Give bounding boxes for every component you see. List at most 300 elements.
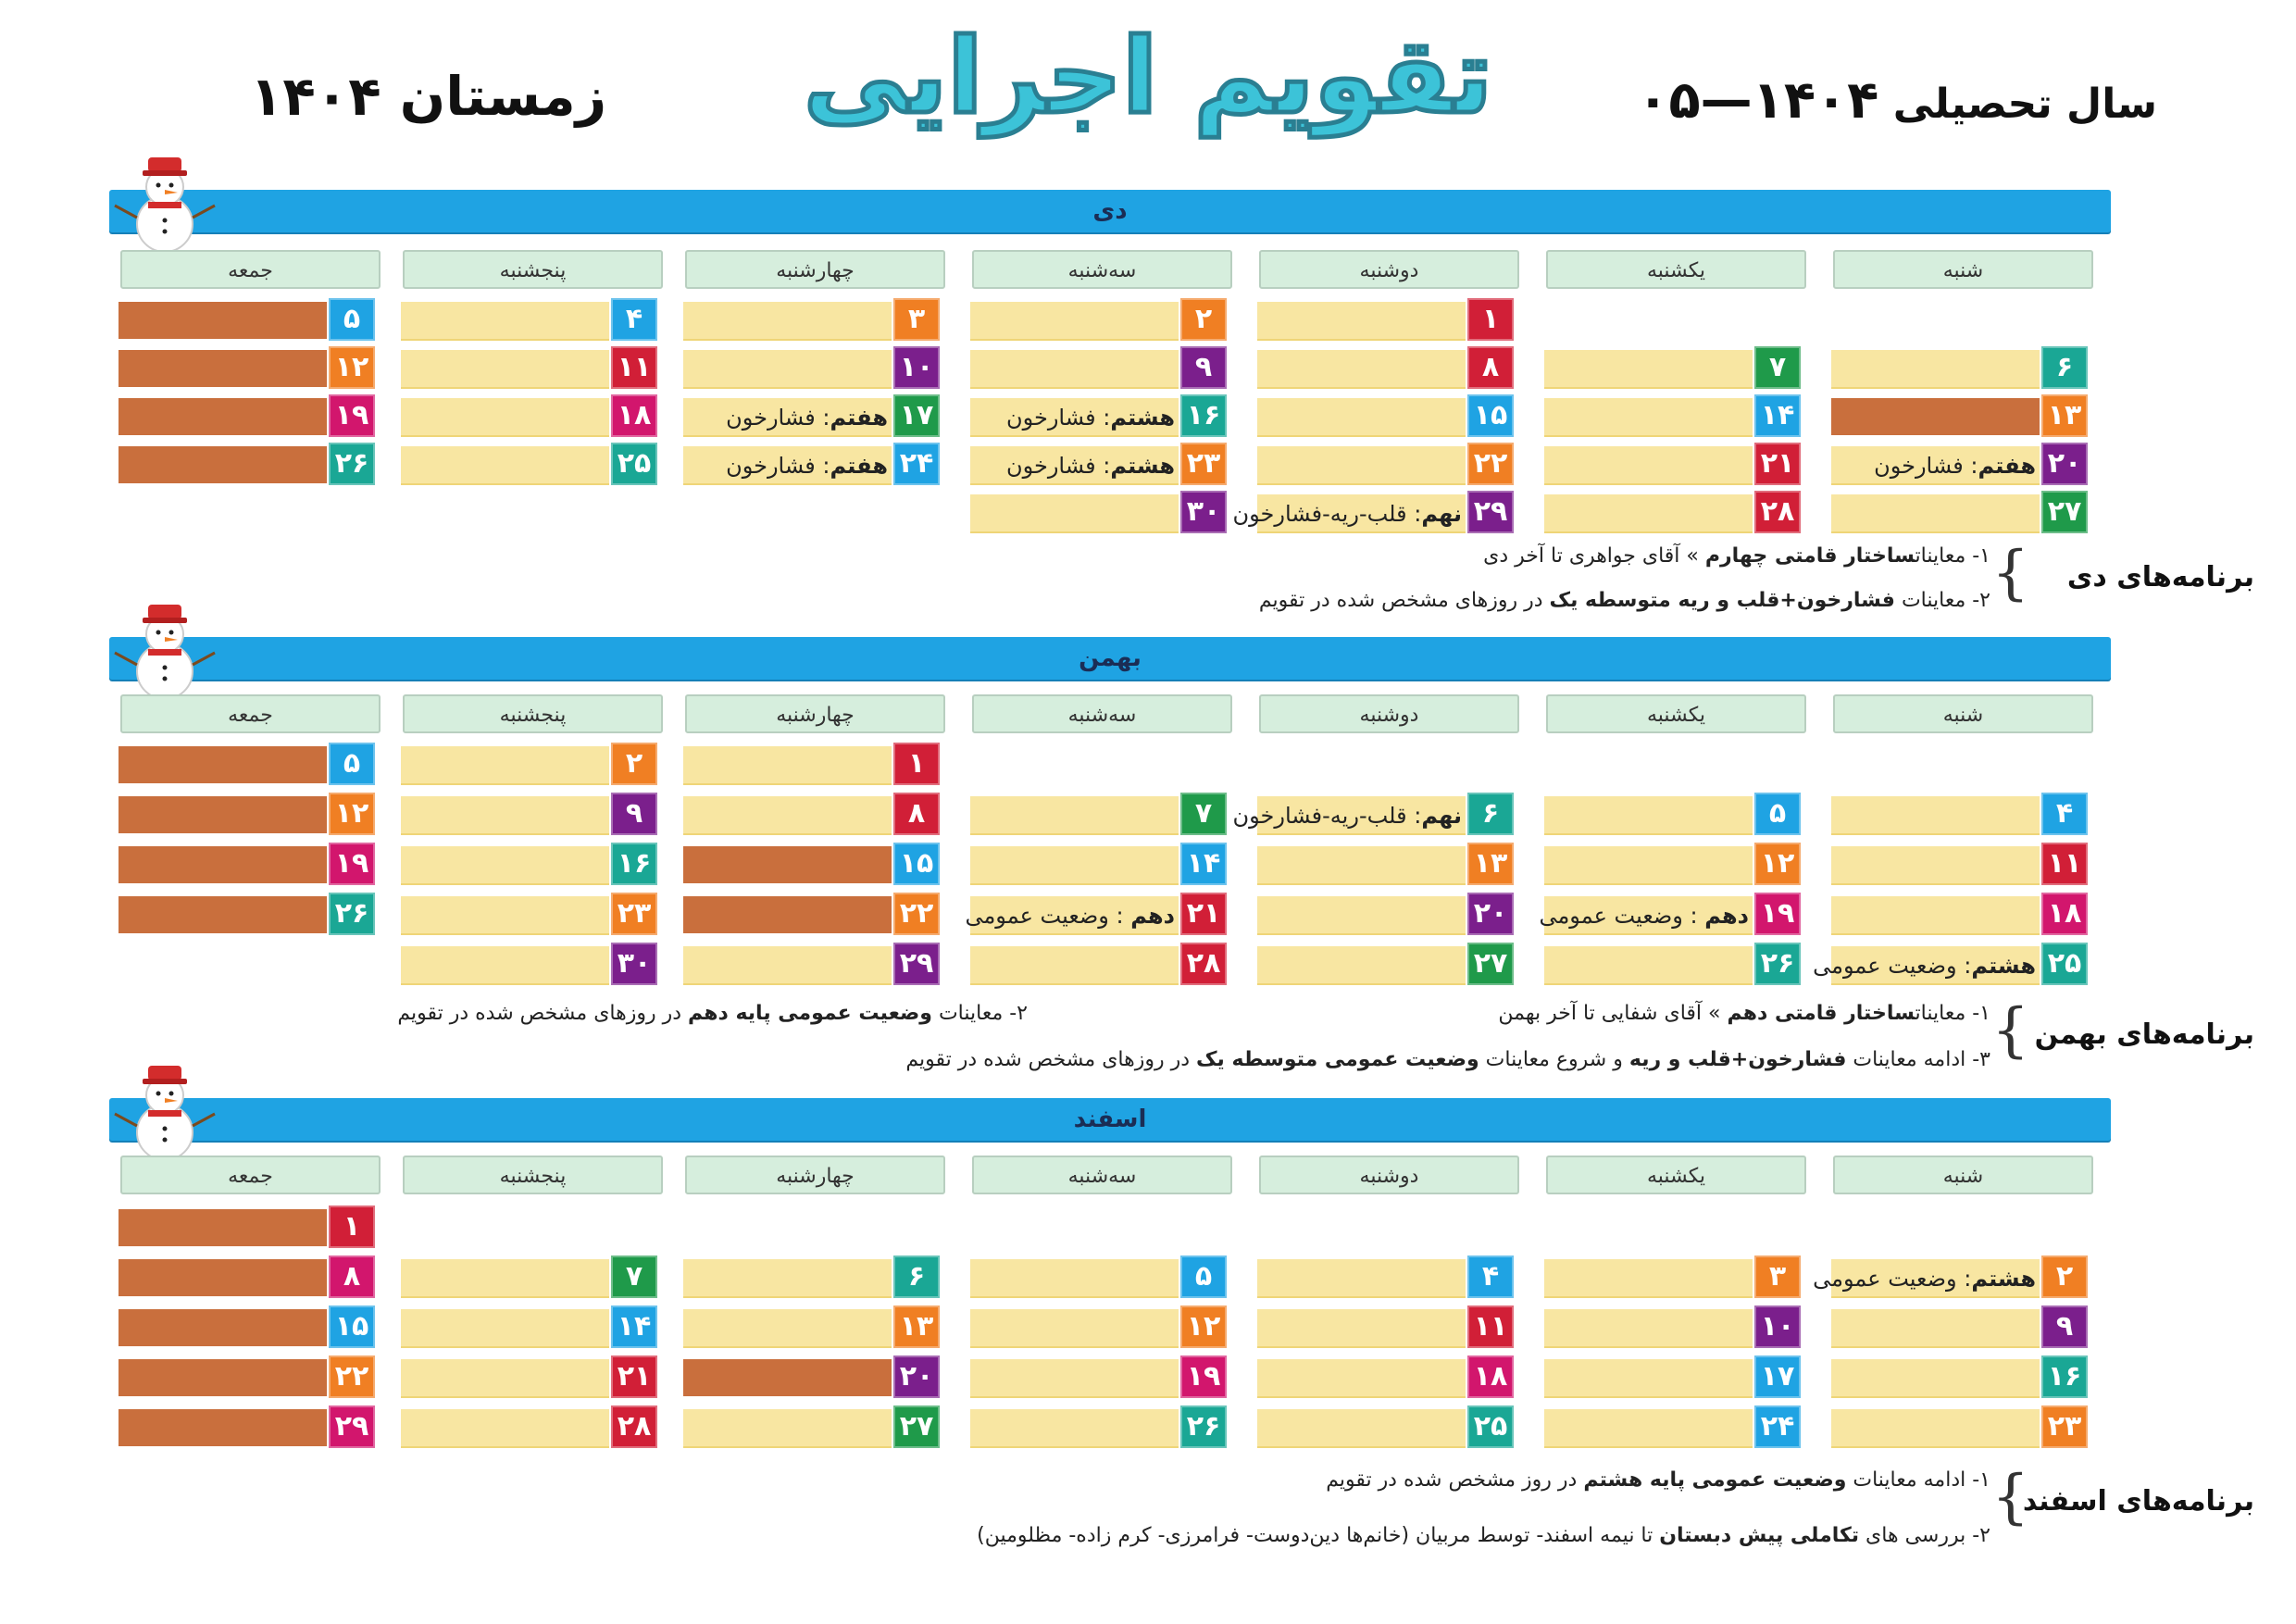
day-number: ۱ [329,1206,375,1248]
day-note [1006,400,1175,435]
program-line-suffix: در روزهای مشخص شده در تقویم [397,1002,688,1025]
day-note [1539,898,1749,933]
day-number: ۲۳ [1180,443,1227,485]
day-fill [1544,350,1753,389]
weekday-header: سه‌شنبه [972,250,1232,289]
program-line-suffix: » آقای جواهری تا آخر دی [1483,544,1705,568]
program-line [397,1002,1028,1025]
day-cell [970,1305,1227,1348]
program-line-prefix: ۱- معاینات [1915,544,1990,568]
day-number: ۱۳ [1467,843,1514,885]
day-fill [683,350,892,389]
day-note-text: : وضعیت عمومی [1813,953,1972,979]
day-fill [683,1259,892,1298]
day-fill [1544,796,1753,835]
day-fill [1257,446,1466,485]
day-fill [970,350,1179,389]
season-label: زمستان ۱۴۰۴ [250,65,607,128]
day-number: ۲۶ [1754,943,1801,985]
day-fill [401,1359,609,1398]
program-line-highlight: وضعیت عمومی متوسطه یک [1196,1048,1479,1071]
day-fill [1257,1309,1466,1348]
day-number: ۵ [1180,1255,1227,1298]
day-fill [1831,896,2040,935]
day-fill [1257,896,1466,935]
holiday-cell [1831,394,2088,437]
weekday-header: دوشنبه [1259,694,1519,733]
day-fill [683,302,892,341]
day-note [1233,496,1463,531]
day-fill [970,1309,1179,1348]
day-fill [1257,302,1466,341]
day-fill [1544,494,1753,533]
day-number: ۲۱ [1180,893,1227,935]
day-number: ۷ [611,1255,657,1298]
day-number: ۱۸ [1467,1355,1514,1398]
program-label: برنامه‌های بهمن [2034,1018,2254,1051]
day-cell [1544,1255,1801,1298]
day-number: ۱۲ [1754,843,1801,885]
day-fill [1544,1359,1753,1398]
day-number: ۴ [2041,793,2088,835]
day-fill [1831,350,2040,389]
weekday-header: سه‌شنبه [972,1156,1232,1194]
program-line-prefix: ۱- معاینات [1915,1002,1990,1025]
month-bar-1: بهمن [109,637,2111,680]
day-note-text: : فشارخون [726,453,830,479]
day-fill [119,398,327,435]
day-fill [1257,946,1466,985]
day-number: ۱۴ [1754,394,1801,437]
day-number: ۳ [893,298,940,341]
holiday-cell [119,1405,375,1448]
day-note [726,400,888,435]
day-fill [683,1409,892,1448]
day-note [1813,948,2036,983]
day-fill [1257,846,1466,885]
day-fill [119,1309,327,1346]
program-line-suffix: در روزهای مشخص شده در تقویم [905,1048,1197,1071]
day-number: ۴ [611,298,657,341]
day-number: ۲۳ [2041,1405,2088,1448]
day-number: ۲۵ [611,443,657,485]
day-note-text: : قلب-ریه-فشارخون [1232,501,1422,527]
day-note-text: : فشارخون [1005,453,1111,479]
day-cell [1813,943,2088,985]
day-cell [1544,943,1801,985]
day-fill [1544,1409,1753,1448]
program-brace: { [1991,1463,2029,1531]
day-fill [119,302,327,339]
day-cell [1544,346,1801,389]
day-cell [1544,1405,1801,1448]
holiday-cell [119,793,375,835]
day-note-grade: هفتم [830,405,888,431]
day-fill [119,1359,327,1396]
program-label: برنامه‌های اسفند [2022,1485,2254,1518]
day-fill [970,1359,1179,1398]
day-number: ۱۹ [1754,893,1801,935]
day-cell [970,843,1227,885]
weekday-header: جمعه [120,1156,381,1194]
day-number: ۹ [611,793,657,835]
program-line-prefix: ۲- معاینات [931,1002,1028,1025]
day-cell [1257,1355,1514,1398]
day-number: ۲۰ [2041,443,2088,485]
day-cell [401,1255,657,1298]
day-note [1813,1261,2036,1296]
day-fill [1257,398,1466,437]
snowman-icon [109,1056,220,1168]
program-line [905,1048,1990,1071]
day-fill [970,796,1179,835]
day-cell [1831,793,2088,835]
holiday-cell [119,346,375,389]
day-fill [1257,1359,1466,1398]
day-number: ۳۰ [611,943,657,985]
day-number: ۱۹ [329,843,375,885]
day-cell [1831,346,2088,389]
day-number: ۵ [329,298,375,341]
day-cell [1831,491,2088,533]
holiday-cell [119,743,375,785]
day-fill [401,350,609,389]
day-note-text: : وضعیت عمومی [1539,903,1705,929]
day-fill [401,398,609,437]
day-number: ۲۰ [893,1355,940,1398]
day-cell [1544,793,1801,835]
month-bar-2: اسفند [109,1098,2111,1141]
holiday-cell [119,298,375,341]
day-number: ۵ [1754,793,1801,835]
day-number: ۱۸ [611,394,657,437]
day-cell [401,743,657,785]
day-cell [683,394,940,437]
day-number: ۲ [2041,1255,2088,1298]
academic-year-value: ۱۴۰۴—۰۵ [1637,70,1879,131]
day-number: ۶ [893,1255,940,1298]
day-cell [970,1355,1227,1398]
day-fill [683,1309,892,1348]
day-number: ۱۳ [2041,394,2088,437]
snowman-icon [109,148,220,259]
day-cell [970,1255,1227,1298]
holiday-cell [119,843,375,885]
day-cell [683,793,940,835]
day-number: ۵ [329,743,375,785]
day-fill [1831,1409,2040,1448]
day-number: ۲۶ [1180,1405,1227,1448]
day-fill [1831,398,2040,435]
program-line-suffix: تا نیمه اسفند- توسط مربیان (خانم‌ها دین‌دوست- فرامرزی- کرم زاده- مظلومین) [977,1524,1660,1547]
day-fill [1544,1309,1753,1348]
weekday-header: یکشنبه [1546,250,1806,289]
day-fill [1544,398,1753,437]
day-fill [401,946,609,985]
day-cell [683,346,940,389]
day-note-grade: هشتم [1110,453,1175,479]
day-number: ۱۴ [611,1305,657,1348]
day-fill [683,746,892,785]
day-fill [970,946,1179,985]
day-fill [1544,846,1753,885]
day-cell [401,394,657,437]
day-number: ۲۰ [1467,893,1514,935]
day-number: ۱ [893,743,940,785]
day-number: ۲۶ [329,893,375,935]
day-cell [683,943,940,985]
holiday-cell [683,1355,940,1398]
day-fill [683,1359,892,1396]
day-cell [1831,443,2088,485]
day-cell [401,443,657,485]
day-cell [683,298,940,341]
day-note-grade: دهم [1130,903,1175,929]
day-cell [1232,793,1514,835]
program-line-highlight: فشارخون+قلب و ریه [1628,1048,1847,1071]
holiday-cell [119,394,375,437]
day-number: ۲۵ [1467,1405,1514,1448]
day-cell [1257,893,1514,935]
program-line [1483,544,1990,568]
day-note-text: : فشارخون [1005,405,1111,431]
day-fill [401,302,609,341]
day-cell [1257,443,1514,485]
day-note-grade: هشتم [1110,405,1175,431]
day-cell [1544,1355,1801,1398]
day-cell [401,943,657,985]
day-number: ۱۱ [611,346,657,389]
day-fill [1831,1309,2040,1348]
day-cell [970,491,1227,533]
program-line-prefix: ۳- ادامه معاینات [1846,1048,1990,1071]
day-cell [1257,943,1514,985]
weekday-header: یکشنبه [1546,1156,1806,1194]
holiday-cell [119,1355,375,1398]
day-fill [119,446,327,483]
day-cell [1831,1305,2088,1348]
day-number: ۹ [1180,346,1227,389]
day-cell [1544,1305,1801,1348]
day-note-text: : قلب-ریه-فشارخون [1232,803,1422,829]
day-fill [1831,1359,2040,1398]
day-number: ۱۶ [2041,1355,2088,1398]
day-number: ۲۴ [893,443,940,485]
program-line [1326,1468,1990,1492]
day-fill [683,896,892,933]
day-fill [119,746,327,783]
day-fill [1831,494,2040,533]
day-fill [1257,350,1466,389]
day-number: ۱۸ [2041,893,2088,935]
day-fill [970,846,1179,885]
weekday-header: شنبه [1833,1156,2093,1194]
day-cell [401,843,657,885]
day-fill [119,896,327,933]
day-number: ۲۲ [329,1355,375,1398]
day-cell [683,743,940,785]
day-cell [1257,843,1514,885]
weekday-header: شنبه [1833,250,2093,289]
day-cell [1257,394,1514,437]
day-number: ۱۲ [1180,1305,1227,1348]
day-number: ۱۰ [893,346,940,389]
month-bar-0: دی [109,190,2111,232]
day-number: ۲۸ [1180,943,1227,985]
day-fill [401,1259,609,1298]
day-note [1233,798,1463,833]
program-line-highlight: تکاملی پیش دبستان [1659,1524,1860,1547]
day-cell [1257,1405,1514,1448]
day-fill [119,350,327,387]
day-fill [970,302,1179,341]
day-number: ۲ [611,743,657,785]
day-number: ۲ [1180,298,1227,341]
weekday-header: چهارشنبه [685,250,945,289]
day-number: ۳ [1754,1255,1801,1298]
day-number: ۱۷ [1754,1355,1801,1398]
program-label: برنامه‌های دی [2066,561,2254,593]
day-cell [1257,298,1514,341]
day-cell [970,1405,1227,1448]
day-fill [119,796,327,833]
day-cell [683,1255,940,1298]
day-number: ۱۵ [1467,394,1514,437]
day-number: ۱۰ [1754,1305,1801,1348]
snowman-icon [109,595,220,706]
day-cell [1539,893,1801,935]
weekday-header: سه‌شنبه [972,694,1232,733]
day-number: ۷ [1754,346,1801,389]
day-fill [1257,1259,1466,1298]
day-cell [1831,1355,2088,1398]
program-line-highlight: وضعیت عمومی پایه هشتم [1583,1468,1847,1492]
day-cell [401,1305,657,1348]
day-cell [401,1405,657,1448]
day-cell [1257,346,1514,389]
day-number: ۲۶ [329,443,375,485]
day-note [1874,448,2036,483]
day-number: ۱۹ [329,394,375,437]
academic-year-label: سال تحصیلی [1892,81,2157,128]
day-number: ۱۱ [2041,843,2088,885]
weekday-header: پنجشنبه [403,694,663,733]
day-number: ۲۱ [1754,443,1801,485]
day-fill [970,1409,1179,1448]
day-number: ۷ [1180,793,1227,835]
day-number: ۲۵ [2041,943,2088,985]
weekday-header: یکشنبه [1546,694,1806,733]
day-number: ۲۹ [1467,491,1514,533]
day-cell [970,793,1227,835]
day-cell [401,298,657,341]
day-fill [1257,1409,1466,1448]
program-brace: { [1991,539,2029,607]
day-fill [119,1209,327,1246]
day-cell [1257,1255,1514,1298]
day-cell [401,793,657,835]
day-number: ۹ [2041,1305,2088,1348]
day-number: ۲۷ [2041,491,2088,533]
holiday-cell [119,1305,375,1348]
day-fill [683,796,892,835]
day-cell [1831,1405,2088,1448]
day-fill [401,446,609,485]
day-cell [965,893,1227,935]
day-cell [1257,1305,1514,1348]
day-note-grade: هشتم [1971,953,2036,979]
holiday-cell [119,1206,375,1248]
day-number: ۴ [1467,1255,1514,1298]
day-fill [401,796,609,835]
day-number: ۱۲ [329,346,375,389]
day-note-grade: دهم [1704,903,1749,929]
day-number: ۱۴ [1180,843,1227,885]
day-note-text: : فشارخون [726,405,830,431]
program-line-suffix: در روزهای مشخص شده در تقویم [1258,589,1550,612]
day-number: ۱۲ [329,793,375,835]
day-number: ۲۹ [329,1405,375,1448]
program-line-highlight: وضعیت عمومی پایه دهم [688,1002,932,1025]
day-number: ۲۸ [611,1405,657,1448]
day-cell [1831,843,2088,885]
day-number: ۲۷ [1467,943,1514,985]
academic-year [1637,70,2157,131]
day-number: ۱۹ [1180,1355,1227,1398]
day-number: ۱۳ [893,1305,940,1348]
day-number: ۲۱ [611,1355,657,1398]
weekday-header: چهارشنبه [685,1156,945,1194]
program-line-highlight: ساختار قامتی دهم [1727,1002,1915,1025]
day-number: ۱۵ [329,1305,375,1348]
weekday-header: پنجشنبه [403,1156,663,1194]
day-fill [1544,1259,1753,1298]
day-cell [1831,893,2088,935]
weekday-header: دوشنبه [1259,250,1519,289]
day-fill [1544,446,1753,485]
day-note-grade: نهم [1421,501,1462,527]
program-line-suffix: در روز مشخص شده در تقویم [1326,1468,1584,1492]
day-fill [401,1309,609,1348]
holiday-cell [683,843,940,885]
weekday-header: جمعه [120,250,381,289]
day-number: ۲۲ [1467,443,1514,485]
program-line-highlight: ساختار قامتی چهارم [1704,544,1915,568]
day-cell [970,298,1227,341]
day-note [1006,448,1175,483]
holiday-cell [119,1255,375,1298]
program-line [1498,1002,1990,1025]
program-brace: { [1991,996,2029,1065]
program-line-highlight: فشارخون+قلب و ریه متوسطه یک [1549,589,1895,612]
day-cell [683,1405,940,1448]
weekday-header: دوشنبه [1259,1156,1519,1194]
day-fill [119,846,327,883]
day-note-grade: هشتم [1971,1266,2036,1292]
day-cell [401,893,657,935]
day-fill [1544,946,1753,985]
day-cell [970,943,1227,985]
day-number: ۸ [893,793,940,835]
day-note [726,448,888,483]
day-number: ۲۳ [611,893,657,935]
day-fill [1831,846,2040,885]
holiday-cell [119,893,375,935]
day-number: ۲۹ [893,943,940,985]
day-fill [683,946,892,985]
program-line-prefix: ۲- معاینات [1894,589,1990,612]
day-number: ۳۰ [1180,491,1227,533]
